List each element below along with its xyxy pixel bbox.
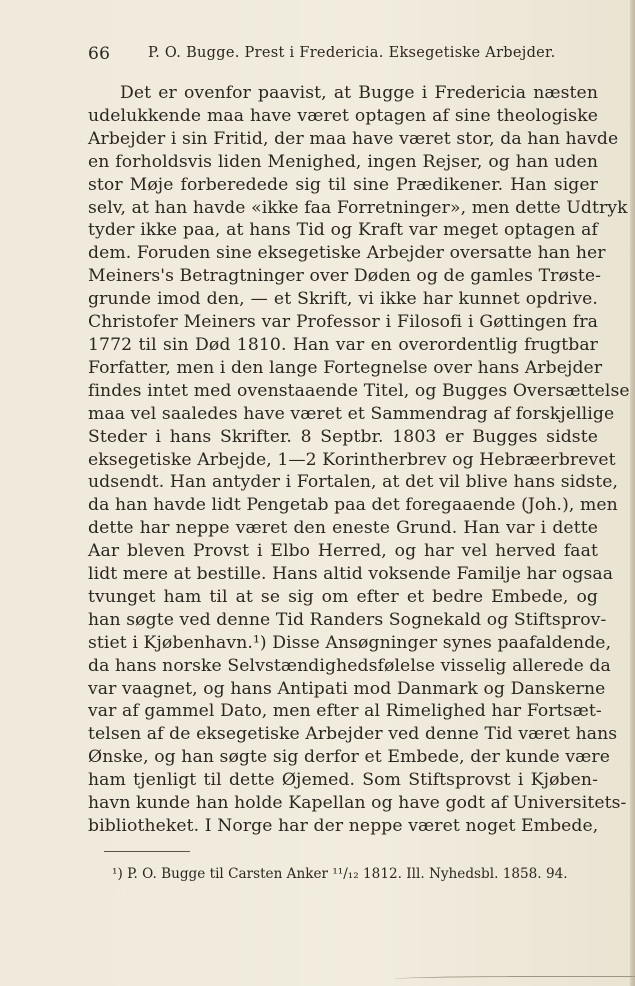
text-line: Aar bleven Provst i Elbo Herred, og har vel herved faat <box>88 541 598 562</box>
text-line: stiet i Kjøbenhavn.¹) Disse Ansøgninger synes paafaldende, <box>88 632 612 653</box>
text-line: tvunget ham til at se sig om efter et bedre Embede, og <box>88 586 598 607</box>
text-line: var af gammel Dato, men efter al Rimelighed har Fortsæt- <box>88 701 602 722</box>
text-line: tyder ikke paa, at hans Tid og Kraft var meget optagen af <box>88 220 598 241</box>
text-line: grunde imod den, — et Skrift, vi ikke har kunnet opdrive. <box>88 289 598 310</box>
text-line: dette har neppe været den eneste Grund. Han var i dette <box>88 518 598 539</box>
running-title: P. O. Bugge. Prest i Fredericia. Eksegetiske Arbejder. <box>148 45 556 61</box>
text-line: dem. Foruden sine eksegetiske Arbejder oversatte han her <box>88 243 606 264</box>
footnote-rule <box>104 851 190 852</box>
text-line: bibliotheket. I Norge har der neppe været noget Embede, <box>88 816 599 836</box>
text-line: 1772 til sin Død 1810. Han var en overordentlig frugtbar <box>88 334 598 355</box>
text-line: eksegetiske Arbejde, 1—2 Korintherbrev og Hebræerbrevet <box>88 449 616 470</box>
text-line: udelukkende maa have været optagen af sine theologiske <box>88 105 598 126</box>
text-line: stor Møje forberedede sig til sine Prædikener. Han siger <box>88 174 598 195</box>
page-edge <box>630 0 635 986</box>
body-text <box>88 82 630 838</box>
text-line: udsendt. Han antyder i Fortalen, at det vil blive hans sidste, <box>88 472 619 493</box>
text-line: en forholdsvis liden Menighed, ingen Rejser, og han uden <box>88 151 598 172</box>
footnote: ¹) P. O. Bugge til Carsten Anker ¹¹/₁₂ 1812. Ill. Nyhedsbl. 1858. 94. <box>112 866 568 882</box>
text-line: findes intet med ovenstaaende Titel, og Bugges Oversættelse <box>88 380 630 401</box>
text-line: Steder i hans Skrifter. 8 Septbr. 1803 er Bugges sidste <box>88 426 598 447</box>
page-curl <box>395 976 635 981</box>
text-line: var vaagnet, og hans Antipati mod Danmark og Danskerne <box>88 678 606 699</box>
text-line: maa vel saaledes have været et Sammendrag af forskjellige <box>88 403 615 424</box>
page-number: 66 <box>88 44 111 64</box>
text-line: Forfatter, men i den lange Fortegnelse over hans Arbejder <box>88 357 603 378</box>
text-line: telsen af de eksegetiske Arbejder ved denne Tid været hans <box>88 724 618 745</box>
text-line: Meiners's Betragtninger over Døden og de gamles Trøste- <box>88 266 602 287</box>
text-line: havn kunde han holde Kapellan og have godt af Universitets- <box>88 793 627 814</box>
text-line: Det er ovenfor paavist, at Bugge i Fredericia næsten <box>120 83 598 103</box>
text-line: selv, at han havde «ikke faa Forretninger», men dette Udtryk <box>88 197 628 218</box>
text-line: da hans norske Selvstændighedsfølelse visselig allerede da <box>88 655 611 676</box>
text-line: Ønske, og han søgte sig derfor et Embede, der kunde være <box>88 747 610 768</box>
text-line: han søgte ved denne Tid Randers Sognekald og Stiftsprov- <box>88 609 607 630</box>
text-line: lidt mere at bestille. Hans altid voksende Familje har ogsaa <box>88 564 614 585</box>
text-line: da han havde lidt Pengetab paa det foregaaende (Joh.), men <box>88 495 618 516</box>
text-line: ham tjenligt til dette Øjemed. Som Stiftsprovst i Kjøben- <box>88 770 598 791</box>
text-line: Christofer Meiners var Professor i Filosofi i Gøttingen fra <box>88 312 598 333</box>
text-line: Arbejder i sin Fritid, der maa have været stor, da han havde <box>88 128 619 149</box>
